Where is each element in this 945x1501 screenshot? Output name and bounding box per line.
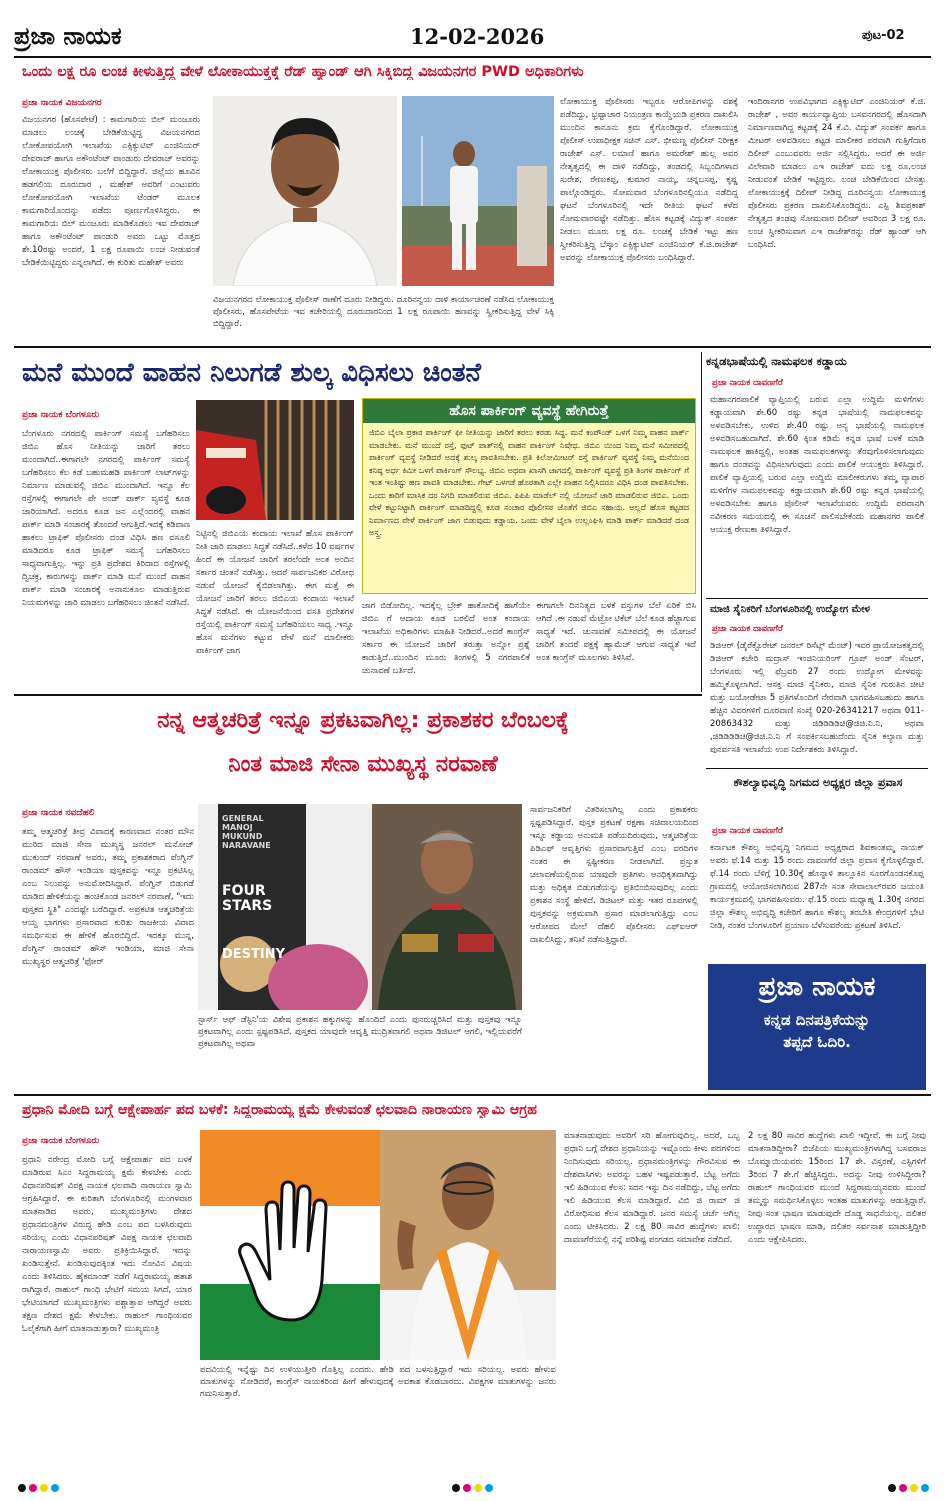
promo-line2: ತಪ್ಪದೆ ಓದಿರಿ. [783,1033,851,1051]
book-big-title2: STARS [222,898,273,914]
story2-photo-car [196,400,354,520]
story3-byline: ಪ್ರಜಾ ನಾಯಕ ನವದೆಹಲಿ [22,808,95,818]
masthead-divider [14,56,931,58]
book-author-line2: MANOJ [222,823,253,832]
story1-photo-officer [213,96,397,286]
story4-headline: ಪ್ರಧಾನಿ ಮೋದಿ ಬಗ್ಗೆ ಆಕ್ಷೇಪಾರ್ಹ ಪದ ಬಳಕೆ: ಸಿದ್ದರಾಮಯ್ಯ ಕ್ಷಮೆ ಕೇಳುವಂತೆ ಛಲವಾದಿ ನಾರಾಯಣ ಸ್ವಾಮಿ ಆಗ್ರಹ [22,1102,538,1118]
story3-photo-book [198,804,372,1010]
side2-byline: ಪ್ರಜಾ ನಾಯಕ ದಾವಣಗೆರೆ [712,624,783,634]
side3-title: ಕೌಶಲ್ಯಾಭಿವೃದ್ಧಿ ನಿಗಮದ ಅಧ್ಯಕ್ಷರ ಜಿಲ್ಲಾ ಪ್ರವಾಸ [733,776,903,789]
story4-col5: 2 ಲಕ್ಷ 80 ಸಾವಿರ ಹುದ್ದೆಗಳು ಖಾಲಿ ಇದ್ದೀವೆ. ಈ ಬಗ್ಗೆ ನೀವು ಮಾತನಾಡಿದ್ದೀರಾ? ಬಿಜೆಪಿಯ ಮುಖ್ಯಮಂತ್ರಿಗಳಾಗಿದ್ದ ಬಸವರಾಜ ಬೊಮ್ಮಾಯಿಯವರು 15ರಿಂದ 17 ಶೇ. ವಿಸ್ತರಣೆ, ಎಸ್ಟಿಗಳಿಗೆ 3ರಿಂದ 7 ಶೇ.ಗೆ ಹೆಚ್ಚಿಸಿದ್ದರು. ಅದನ್ನು ನೀವು ಉಳಿಸಿದ್ದೀರಾ? ರಾಹುಲ್ ಗಾಂಧಿಯವರ ಮುಂದೆ ಸಿದ್ದರಾಮಯ್ಯನವರು ಮುಂದೆ ತಮ್ಮನ್ನು ಸಮರ್ಥಿಸಿಕೊಳ್ಳಲು ಇಂತಹ ಮಾತುಗಳನ್ನು ಆಡುತ್ತಿದ್ದಾರೆ. ನೀವು ಸಂತ ಭಾಷಣ ಮಾಡುವುದೇ ದೊಡ್ಡ ಸಾಧನೆಯಲ್ಲ. ದಲಿತರ ಉದ್ಧಾರದ ಭಾಷಣ ಮಾಡಿ, ದಲಿತರ ಸರ್ವನಾಶ ಮಾಡುತ್ತಿದ್ದೀರಿ ಎಂದು ಆಕ್ಷೇಪಿಸಿದರು. [748,1131,926,1245]
story2-col2: ನಿಟ್ಟಿನಲ್ಲಿ ಜಿಬಿಎಯ ಕಂದಾಯ ಇಲಾಖೆ ಹೊಸ ಪಾರ್ಕಿಂಗ್ ನೀತಿ ಜಾರಿ ಮಾಡಲು ಸಿದ್ಧತೆ ನಡೆಸಿದೆ..ಕಳೆದ 10 ವರ್ಷಗಳ ಹಿಂದೆ ಈ ಯೋಜನೆ ಜಾರಿಗೆ ತರಲೆಂದೇ ಅಂತ ಅಂದಿನ ಸರ್ಕಾರ ಚಿಂತನೆ ನಡೆಸಿತ್ತು. ಅದರೆ ಸಾರ್ವಜನಿಕರ ವಿರೋಧ ನಡುವೆ ಯೋಜನೆ ಕೈಬಿಡಲಾಗಿತ್ತು. ಈಗ ಮತ್ತೆ ಈ ಯೋಜನೆ ಜಾರಿಗೆ ತರಲು ಜಿಬಿಎಯ ಕಂದಾಯ ಇಲಾಖೆ ಸಿದ್ಧತೆ ನಡೆಸಿದೆ. ಈ ಯೋಜನೆಯಿಂದ ವಸತಿ ಪ್ರದೇಶಗಳ ರಸ್ತೆಯಲ್ಲಿ ಪಾರ್ಕಿಂಗ್ ಸಮಸ್ಯೆ ಬಗೆಹರಿಯಲು ಸಾಧ್ಯ .ಇನ್ನೂ ಹೊಸ ಮನೆಗಳು ಕಟ್ಟುವ ವೇಳೆ ಮನೆ ಮಾಲೀಕರು ಪಾರ್ಕಿಂಗ್ ಜಾಗ [196,529,354,656]
page-number: ಪುಟ-02 [862,28,905,43]
promo-box [708,964,926,1090]
side2-title: ಮಾಜಿ ಸೈನಿಕರಿಗೆ ಬೆಂಗಳೂರಿನಲ್ಲಿ ಉದ್ಯೋಗ ಮೇಳ [710,604,870,615]
story4-byline: ಪ್ರಜಾ ನಾಯಕ ಬೆಂಗಳೂರು [22,1136,100,1146]
story4-photo-congress-hand [200,1130,380,1360]
story2-vertical-rule [701,352,702,692]
story2-col3: ಜಾಗ ಬಿಡೋದಿಲ್ಲ. ಇದಕ್ಕೆಲ್ಲ ಬ್ರೇಕ್ ಹಾಕೋದಿಕ್ಕೆ ಹಾಗೆಯೇ ಜಿಬಿಎ ಗೆ ಆದಾಯ ಕೂಡ ಬರಲಿದೆ ಅಂತ ಕಂದಾಯ ಇಲಾಖೆಯ ಅಧಿಕಾರಿಗಳು ಮಾಹಿತಿ ನೀಡಿದರೆ..ಅದರೆ ಕಾಂಗ್ರೆಸ್ ಸರ್ಕಾರ ಈ ಯೋಜನೆ ಜಾರಿಗೆ ತರುತ್ತಾ ಅನ್ನೋ ಪ್ರಶ್ನೆ ಕಾಡುತ್ತಿದೆ..ಮುಂದಿನ ಮೂರು ತಿಂಗಳಲ್ಲಿ 5 ನಗರಪಾಲಿಕೆ ಚುನಾವಣೆ ಬರ್ತಿದೆ. [362,601,530,676]
story1-byline: ಪ್ರಜಾ ನಾಯಕ ವಿಜಯನಗರ [22,98,102,108]
registration-marks-right [888,1484,929,1492]
side3-byline: ಪ್ರಜಾ ನಾಯಕ ದಾವಣಗೆರೆ [712,826,783,836]
promo-title: ಪ್ರಜಾ ನಾಯಕ [758,972,876,1002]
side3-text: ಕರ್ನಾಟಕ ಕೌಶಲ್ಯ ಅಭಿವೃದ್ಧಿ ನಿಗಮದ ಅಧ್ಯಕ್ಷರಾದ ಶಿವಕಾಂತಮ್ಮ ನಾಯಕ್ ಅವರು ಫೆ.14 ಮತ್ತು 15 ರಂದು ದಾವಣಗೆರೆ ಜಿಲ್ಲಾ ಪ್ರವಾಸ ಕೈಗೊಳ್ಳಲಿದ್ದಾರೆ. ಫೆ.14 ರಂದು ಬೆಳಿಗ್ಗೆ 10.30ಕ್ಕೆ ಹೊನ್ನಾಳಿ ತಾಲ್ಲೂಕಿನ ಸೂರಗೊಂಡನಕೊಪ್ಪ ಗ್ರಾಮದಲ್ಲಿ ಆಯೋಜಿಸಲಾಗಿರುವ 287ನೇ ಸಂತ ಸೇವಾಲಾಲ್‌ರವರ ಜಯಂತಿ ಕಾರ್ಯಕ್ರಮದಲ್ಲಿ ಭಾಗವಹಿಸುವರು. ಫೆ.15 ರಂದು ಮಧ್ಯಾಹ್ನ 1.30ಕ್ಕೆ ನಗರದ ಜಿಲ್ಲಾ ಕೌಶಲ್ಯ ಅಭಿವೃದ್ಧಿ ಕಚೇರಿಗೆ ಹಾಗೂ ಕೌಶಲ್ಯ ತರಬೇತಿ ಕೇಂದ್ರಗಳಿಗೆ ಭೇಟಿ ನೀಡಿ, ನಂತರ ಬೆಂಗಳೂರಿಗೆ ಪ್ರಯಾಣ ಬೆಳೆಸುವರೆಂದು ಪ್ರಕಟಣೆ ತಿಳಿಸಿದೆ. [710,843,924,931]
side2-text: ಡಿಜಿಆರ್ (ಡೈರೆಕ್ಟೊರೇಟ್ ಜನರಲ್ ರಿಸೆಟ್ಲ್ ಮೆಂಟ್) ಇವರ ಪ್ರಾಯೋಜಕತ್ವದಲ್ಲಿ ಡಿಜಿಆರ್ ಕಚೇರಿ ಮದ್ರಾಸ್ ಇಂಜಿನಿಯರಿಂಗ್ ಗ್ರೂಪ್ ಅಂಡ್ ಸೆಂಟರ್, ಬೆಂಗಳೂರು ಇಲ್ಲಿ ಫೆಬ್ರವರಿ 27 ರಂದು ಉದ್ಯೋಗ ಮೇಳವನ್ನು ಹಮ್ಮಿಕೊಳ್ಳಲಾಗಿದೆ. ಆಸಕ್ತ ಮಾಜಿ ಸೈನಿಕರು, ಮಾಜಿ ಸೈನಿಕ ಗುರುತಿನ ಚೀಟಿ ಮತ್ತು ಬಯೋಡೇಟಾ 5 ಪ್ರತಿಗಳೊಂದಿಗೆ ನೇರವಾಗಿ ಭಾಗವಹಿಸಬಹುದು ಹಾಗೂ ಹೆಚ್ಚಿನ ವಿವರಗಳಿಗೆ ದೂರವಾಣಿ ಸಂಖ್ಯೆ 020-26341217 ಅಥವಾ 011-20863432 ಮತ್ತು ಜಿಡಿಡಿಡಿಡಿಚಿ@ಜಿಜಿ.ನಿ.ನಿ, ಅಥವಾ ,ಜಿಡಿಡಿಡಿಡಿಚಿ@ಜಿಜಿ.ನಿ.ನಿ ಗೆ ಸಂಪರ್ಕಿಸಬಹುದೆಂದು ಸೈನಿಕ ಕಲ್ಯಾಣ ಮತ್ತು ಪುನರ್ವಸತಿ ಇಲಾಖೆಯ ಉಪ ನಿರ್ದೇಶಕರು ತಿಳಿಸಿದ್ದಾರೆ. [710,641,924,755]
story3-caption: ಸ್ಟಾರ್ಸ್ ಆಫ್ ಡೆಸ್ಟಿನಿ'ಯ ವಿಶೇಷ ಪ್ರಕಾಶನ ಹಕ್ಕುಗಳನ್ನು ಹೊಂದಿದೆ ಎಂದು ಪುನರುಚ್ಚರಿಸಿದೆ ಮತ್ತು ಪುಸ್ತಕವು ಇನ್ನೂ ಪ್ರಕಟವಾಗಿಲ್ಲ ಎಂದು ಸ್ಪಷ್ಟಪಡಿಸಿದೆ. ಪುಸ್ತಕದ ಯಾವುದೇ ಆವೃತ್ತಿ ಮುದ್ರಿತವಾಗಲಿ ಅಥವಾ ಡಿಜಿಟಲ್ ಆಗಲಿ, ಇಲ್ಲಿಯವರೆಗೆ ಪ್ರಕಟವಾಗಿಲ್ಲ ಅಥವಾ [198,1015,522,1049]
book-big-title3: DESTINY [222,947,286,962]
story2-headline: ಮನೆ ಮುಂದೆ ವಾಹನ ನಿಲುಗಡೆ ಶುಲ್ಕ ವಿಧಿಸಲು ಚಿಂತನೆ [22,358,482,388]
story3-col1: ತಮ್ಮ ಆತ್ಮಚರಿತ್ರೆ ತೀವ್ರ ವಿವಾದಕ್ಕೆ ಕಾರಣವಾದ ನಂತರ ಮೌನ ಮುರಿದ ಮಾಜಿ ಸೇನಾ ಮುಖ್ಯಸ್ಥ ಜನರಲ್ ಮನೋಜ್ ಮುಕುಂದ್ ನರವಾಣೆ ಅವರು, ತಮ್ಮ ಪ್ರಕಾಶಕರಾದ ಪೆಂಗ್ವಿನ್ ರಾಂಡಮ್ ಹೌಸ್ ಇಂಡಿಯಾ ಪುಸ್ತಕವನ್ನು ಇನ್ನೂ ಪ್ರಕಟಿಸಿಲ್ಲ ಎಂಬ ನಿಲುವನ್ನು ಅನುಮೋದಿಸಿದ್ದಾರೆ. ಪೆಂಗ್ವಿನ್ ಬಿಡುಗಡೆ ಮಾಡಿದ ಹೇಳಿಕೆಯನ್ನು ಹಂಚಿಕೊಂಡ ಜನರಲ್ ನರವಾಣೆ, "ಇದು ಪುಸ್ತಕದ ಸ್ಥಿತಿ" ಎಂದಷ್ಟೇ ಬರೆದಿದ್ದಾರೆ. ಅಪ್ರಕಟಿತ ಆತ್ಮಚರಿತ್ರೆಯ ಆಯ್ದ ಭಾಗಗಳು ಪ್ರಸಾರವಾದ ಕುರಿತು ರಾಜಕೀಯ ವಿವಾದ ಸಮರ್ಥಿಸುವ ಈ ಹೇಳಿಕೆ ಹೊರಬಿದ್ದಿದೆ. ಇದಕ್ಕೂ ಮುನ್ನ, ಪೆಂಗ್ವಿನ್ ರಾಂಡಮ್ ಹೌಸ್ ಇಂಡಿಯಾ, ಮಾಜಿ ಸೇನಾ ಮುಖ್ಯಸ್ಥರ ಆತ್ಮಚರಿತ್ರೆ 'ಫೋರ್ [22,827,194,967]
story2-col1: ಬೆಂಗಳೂರು ನಗರದಲ್ಲಿ ಪಾರ್ಕಿಂಗ್ ಸಮಸ್ಯೆ ಬಗೆಹರಿಸಲು ಜಿಬಿಎ ಹೊಸ ನೀತಿಯನ್ನು ಜಾರಿಗೆ ತರಲು ಮುಂದಾಗಿದೆ..ಈಗಾಗಲೇ ನಗರದಲ್ಲಿ ಪಾರ್ಕಿಂಗ್ ಸಮಸ್ಯೆ ಬಗೆಹರಿಸಲು ಕೆಲ ಕಡೆ ಬಹುಮಹಡಿ ಪಾರ್ಕಿಂಗ್ ಲಾಟ್‌ಗಳನ್ನು ನಿರ್ಮಾಣ ಮಾಡುವಲ್ಲಿ ಜಿಬಿಎ ಮುಂದಾಗಿದೆ. ಇನ್ನೂ ಕೆಲ ರಸ್ತೆಗಳಲ್ಲಿ ಈಗಾಗಲೇ ಪೇ ಅಂಡ್ ಪಾರ್ಕ್ ವ್ಯವಸ್ಥೆ ಕೂಡ ಜಾರಿಯಾಗಿದೆ. ಅದರೂ ಕೂಡ ಜನ ಎಲ್ಲೆಂದರಲ್ಲಿ ವಾಹನ ಪಾರ್ಕ್ ಮಾಡಿ ಸಂಚಾರಕ್ಕೆ ತೊಂದರೆ ಆಗುತ್ತಿದೆ.ಇದಕ್ಕೆ ಕಡಿವಾಣ ಹಾಕಲು ಟ್ರಾಫಿಕ್ ಪೊಲೀಸರು ದಂಡ ವಿಧಿಸಿ ಹಣ ವಸೂಲಿ ಮಾಡಿದರೂ ಕೂಡ ಟ್ರಾಫಿಕ್ ಸಮಸ್ಯೆ ಬಗೆಹರಿಸಲು ಸಾಧ್ಯವಾಗುತ್ತಿಲ್ಲ. ಇನ್ನು ಪ್ರತಿ ಪ್ರದೇಶದ ಕಿರಿದಾದ ರಸ್ತೆಗಳಲ್ಲಿ ದ್ವಿಚಕ್ರ, ಕಾರುಗಳನ್ನು ಪಾರ್ಕ್ ಮಾಡಿ ಮನೆ ಮುಂದೆ ವಾಹನ ಪಾರ್ಕ್ ಮಾಡಿ ಸಂಚಾರಕ್ಕೆ ಅನಾನುಕೂಲ ಮಾಡುತ್ತಿರುವ ನಿಯಮಗಳನ್ನು ಜಾರಿ ಮಾಡಲು ಬಗೆಹರಿಸಲು ಚಿಂತನೆ ನಡೆಸಿದೆ. [22,429,190,608]
book-author-line4: NARAVANE [222,841,271,850]
story4-photo-narayanaswamy [380,1130,556,1360]
promo-line1: ಕನ್ನಡ ದಿನಪತ್ರಿಕೆಯನ್ನು [763,1011,871,1029]
story1-divider [14,346,931,348]
story1-col4: ಲೋಕಾಯುಕ್ತ ಪೊಲೀಸರು ಇಬ್ಬರೂ ಆರೋಪಿಗಳನ್ನು ವಶಕ್ಕೆ ಪಡೆದಿದ್ದು, ಭ್ರಷ್ಟಾಚಾರ ನಿಯಂತ್ರಣ ಕಾಯ್ದೆಯಡಿ ಪ್ರಕರಣ ದಾಖಲಿಸಿ ಮುಂದಿನ ಕಾನೂನು ಕ್ರಮ ಕೈಗೊಂಡಿದ್ದಾರೆ. ಲೋಕಾಯುಕ್ತ ಪೊಲೀಸ್ ಉಪಾಧೀಕ್ಷಕ ಸಚಿನ್ ಎಸ್. ಭೀಮಣ್ಣ ಪೊಲೀಸ್ ನಿರೀಕ್ಷಕ ರಾಜೇಶ್ ಎಸ್. ಲಮಾಣಿ ಹಾಗೂ ಅಮರೇಶ್ ಹುಲ್ಲ ಅವರ ನೇತೃತ್ವದಲ್ಲಿ ಈ ದಾಳಿ ನಡೆದಿದ್ದು, ತಂಡದಲ್ಲಿ ಸಿಬ್ಬಂದಿಗಳಾದ ಸುರೇಶ, ರೇಣುಕಪ್ಪ, ಕುಮಾರ ನಾಯ್ಕ, ಚನ್ನಬಸಪ್ಪ, ಕೃಷ್ಣ ಪಾಲ್ಗೊಂಡಿದ್ದರು. ಸೋಮವಾರ ಬೆಂಗಳೂರಿನಲ್ಲಿಯೂ ನಡೆದಿದ್ದ ಘಟನೆ ಬೆಂಗಳೂರಿನಲ್ಲಿ ಇದೇ ರೀತಿಯ ಘಟನೆ ಕಳೆದ ಸೋಮವಾರವಷ್ಟೇ ನಡೆದಿತ್ತು. ಹೊಸ ಕಟ್ಟಡಕ್ಕೆ ವಿದ್ಯುತ್ ಸಂಪರ್ಕ ನೀಡಲು ಮೂರು ಲಕ್ಷ ರೂ. ಲಂಚಕ್ಕೆ ಬೇಡಿಕೆ ಇಟ್ಟು ಹಣ ಸ್ವೀಕರಿಸುತ್ತಿದ್ದ ಬೆಸ್ಕಾಂ ಎಕ್ಸಿಕ್ಯುಟಿವ್ ಎಂಜಿನಿಯರ್ ಕೆ.ಜಿ.ರಾಜೇಶ್ ಅವರನ್ನು ಲೋಕಾಯುಕ್ತ ಪೊಲೀಸರು ಬಂಧಿಸಿದ್ದಾರೆ. [560,97,738,263]
book-cover-text [222,814,302,962]
story3-headline-line1: ನನ್ನ ಆತ್ಮಚರಿತ್ರೆ ಇನ್ನೂ ಪ್ರಕಟವಾಗಿಲ್ಲ: ಪ್ರಕಾಶಕರ ಬೆಂಬಲಕ್ಕೆ [157,708,569,733]
book-author-line1: GENERAL [222,814,264,823]
story4-caption: ಪದವಿಯಲ್ಲಿ ಇನ್ನೆಷ್ಟು ದಿನ ಉಳಿಯುತ್ತೀರಿ ಗೊತ್ತಿಲ್ಲ ಎಂದರು. ಹೇಡಿ ಪದ ಬಳಸುತ್ತಿದ್ದಾರೆ ಇದು ಸರಿಯಲ್ಲ. ಅವರು ಹೇಳುವ ಮಾತುಗಳನ್ನು ನೋಡಿದರೆ, ಕಾಂಗ್ರೆಸ್ ನಾಯಕರಿಂದ ಹೀಗೆ ಹೇಳುವುದಕ್ಕೆ ಅವಕಾಶ ಕೊಡಬಾರದು. ವಿಪಕ್ಷಗಳ ಮಾತುಗಳನ್ನು ಜನರು ಗಮನಿಸುತ್ತಾರೆ. [200,1365,556,1399]
story3-divider [14,1094,931,1096]
side1-title: ಕನ್ನಡಭಾಷೆಯಲ್ಲಿ ನಾಮಫಲಕ ಕಡ್ಡಾಯ [706,354,847,368]
story3-col4: ಸಾರ್ವಜನಿಕರಿಗೆ ವಿತರಿಸಲಾಗಿಲ್ಲ ಎಂದು ಪ್ರಕಾಶಕರು ಸ್ಪಷ್ಟಪಡಿಸಿದ್ದಾರೆ. ಪುಸ್ತಕ ಪ್ರಕಟಣೆ ರಕ್ಷಣಾ ಸಚಿವಾಲಯದಿಂದ ಇನ್ನೂ ಕಡ್ಡಾಯ ಅನುಮತಿ ಪಡೆಯದಿರುವುದು, ಆತ್ಮಚರಿತ್ರೆಯ ಪಿಡಿಎಫ್ ಆವೃತ್ತಿಗಳು ಪ್ರಸಾರವಾಗುತ್ತಿವೆ ಎಂಬ ವರದಿಗಳ ನಂತರ ಈ ಸ್ಪಷ್ಟೀಕರಣ ನೀಡಲಾಗಿದೆ. ಪ್ರಸ್ತುತ ಚಲಾವಣೆಯಲ್ಲಿರುವ ಯಾವುದೇ ಪ್ರತಿಗಳು ಆನಧಿಕೃತವಾಗಿದ್ದು ಮತ್ತು ಅಧಿಕೃತ ಬಿಡುಗಡೆಯನ್ನು ಪ್ರತಿಬಿಂಬಿಸುವುದಿಲ್ಲ ಎಂದು ಪ್ರಕಾಶನ ಸಂಸ್ಥೆ ಹೇಳಿದೆ. ಡಿಜಿಟಲ್ ಮತ್ತು ಇತರ ರೂಪಗಳಲ್ಲಿ ಪುಸ್ತಕವನ್ನು ಅಕ್ರಮವಾಗಿ ಪ್ರಸಾರ ಮಾಡಲಾಗುತ್ತಿದ್ದು ಎಂಬ ಆರೋಪದ ಮೇಲೆ ದೆಹಲಿ ಪೊಲೀಸರು ಎಫ್‌ಐಆರ್ ದಾಖಲಿಸಿದ್ದು, ತನಿಖೆ ನಡೆಸುತ್ತಿದ್ದಾರೆ. [530,805,698,945]
story1-headline: ಒಂದು ಲಕ್ಷ ರೂ ಲಂಚ ಕೀಳುತ್ತಿದ್ದ ವೇಳೆ ಲೋಕಾಯುಕ್ತಕ್ಕೆ ರೆಡ್ ಹ್ಯಾಂಡ್ ಆಗಿ ಸಿಕ್ಕಿಬಿದ್ದ ವಿಜಯನಗರ PWD ಅಧಿಕಾರಿಗಳು [22,64,584,80]
story2-col4: ಈಗಾಗಲೇ ದಿನನಿತ್ಯದ ಬಳಕೆ ವಸ್ತುಗಳ ಬೆಲೆ ಏರಿಕೆ ಬಿಸಿ ಆಗಿದೆ .ಈ ನಡುವೆ ಮೆಟ್ರೋ ಟಿಕೆಟ್ ಬೆಲೆ ಕೂಡ ಹೆಚ್ಚಾಗುವ ಸಾಧ್ಯತೆ ಇದೆ. ಚುನಾವಣೆ ಸಮೀಪದಲ್ಲಿ ಈ ಯೋಜನೆ ಜಾರಿಗೆ ತಂದರೆ ಪಕ್ಷಕ್ಕೆ ಹ್ಯಾಮೆಜ್ ಆಗುವ ಸಾಧ್ಯತೆ ಇದೆ ಅಂತ ಕಾಂಗ್ರೆಸ್ ಮೂಲಗಳು ತಿಳಿಸಿವೆ. [536,601,696,663]
masthead-date: 12-02-2026 [410,24,545,49]
parking-box-text: ಜಿಬಿಎ ಬೈಲಾ ಪ್ರಕಾರ ಪಾರ್ಕಿಂಗ್ ಫೀ ನೀತಿಯನ್ನು ಜಾರಿಗೆ ತರಲು ಕರಡು ಸಿದ್ಧ. ಮನೆ ಕಂಪೌಂಡ್ ಒಳಗೆ ನಿಮ್ಮ ವಾಹನ ಪಾರ್ಕ್ ಮಾಡಬೇಕು. ಮನೆ ಮುಂದೆ ರಸ್ತೆ, ಫುಟ್ ಪಾತ್‌ನಲ್ಲಿ ವಾಹನ ಪಾರ್ಕಿಂಗ್ ನಿಷೇಧ. ಜಿಬಿಎ ಯಿಂದ ನಿಮ್ಮ ಮನೆ ಸಮೀಪದಲ್ಲಿ ಪಾರ್ಕಿಂಗ್ ವ್ಯವಸ್ಥೆ ನೀಡಿದರೆ ಅದಕ್ಕೆ ಶುಲ್ಕ ಪಾವತಿಸಬೇಕು. ಪ್ರತಿ ಕಿಲೋಮೀಟರ್ ರಸ್ತೆ ಪಾರ್ಕಿಂಗ್ ವ್ಯವಸ್ಥೆ ನಿಮ್ಮ ಮನೆಯಿಂದ ಕನಿಷ್ಠ ಅರ್ಧ ಕಿಮೀ ಒಳಗೆ ಪಾರ್ಕಿಂಗ್ ಸೌಲಭ್ಯ. ಜಿಬಿಎ ಅಥವಾ ಖಾಸಗಿ ಜಾಗದಲ್ಲಿ ಪಾರ್ಕಿಂಗ್ ವ್ಯವಸ್ಥೆ ಪ್ರತಿ ತಿಂಗಳ ಪಾರ್ಕಿಂಗ್ ಗೆ ಇಂತ ಇಂತಿಷ್ಟು ಹಣ ಪಾವತಿ ಮಾಡಬೇಕು. ಗೇಟ್ ಒಳಗಡೆ ಹೊರತಾಗಿ ಎಲ್ಲೇ ವಾಹನ ನಿಲ್ಲಿಸಿದರೂ ವಿಧಿಸಿ ದಂಡ ಪಾವತಿಸಬೇಕು. ಒಂದು ಕಾರಿಗೆ ಮಾಸಿಕ ದರ ನಿಗದಿ ಮಾಡಲಿರುವ ಜಿಬಿಎ. ಪಿಪಿಪಿ ಮಾಡೆಲ್ ನಲ್ಲಿ ಯೋಜನೆ ಜಾರಿ ಮಾಡಲಿರುವ ಜಿಬಿಎ. ಒಂದು ವೇಳೆ ಕಟ್ಟುನಿಟ್ಟಾಗಿ ಪಾರ್ಕಿಂಗ್ ಮಾಡದಿದ್ದಲ್ಲಿ ಕೂಡ ಸಂಚಾರ ಪೊಲೀಸರ ಜೊತೆಗೆ ಜಿಬಿಎ ಸಹಾಯ. ಅಲ್ಲದೆ ಹೊಸ ಕಟ್ಟಡದ ನಿರ್ಮಾಣದ ವೇಳೆ ಪಾರ್ಕಿಂಗ್ ಜಾಗ ಬಿಡುವುದು ಕಡ್ಡಾಯ. ಒಂದು ವೇಳೆ ಬೈಲಾ ಉಲ್ಲಂಘಿಸಿ ಮಾಡಿ ಪಾರ್ಕ್ ಮಾಡಿದರೆ ದಂಡ ಅಸ್ತ್ರ. [369,428,689,537]
story1-photo-statue [402,96,554,286]
story1-col5: ಇಂದಿರಾನಗರ ಉಪವಿಭಾಗದ ಎಕ್ಸಿಕ್ಯುಟಿವ್ ಎಂಜಿನಿಯರ್ ಕೆ.ಜಿ. ರಾಜೇಶ್ , ಅವರ ಕಾರ್ಯವ್ಯಾಪ್ತಿಯ ಬಸವನಗರದಲ್ಲಿ ಹೊಸದಾಗಿ ನಿರ್ಮಾಣವಾಗಿದ್ದ ಕಟ್ಟಡಕ್ಕೆ 24 ಕೆ.ವಿ. ವಿದ್ಯುತ್ ಸಂಪರ್ಕ ಹಾಗೂ ಮೀಟರ್ ಅಳವಡಿಸಲು ಕಟ್ಟಡ ಮಾಲೀಕರ ಪರವಾಗಿ ಗುತ್ತಿಗೆದಾರ ದಿಲೀಪ್ ಎಂಬುವವರು ಅರ್ಜಿ ಸಲ್ಲಿಸಿದ್ದರು. ಅದರೆ ಈ ಅರ್ಜಿ ವಿಲೇವಾರಿ ಮಾಡಲು ಎಇ ರಾಜೇಶ್ ಐದು ಲಕ್ಷ ರೂ.ಲಂಚ ನೀಡುವಂತೆ ಬೇಡಿಕೆ ಇಟ್ಟಿದ್ದರು. ಲಂಚ ಬೇಡಿಕೆಯಿಂದ ಬೇಸತ್ತು ಲೋಕಾಯುಕ್ತಕ್ಕೆ ದಿಲೀಪ್ ನೀಡಿದ್ದ ದೂರಿನನ್ವಯ ಲೋಕಾಯುಕ್ತ ಪೊಲೀಸರು ಪ್ರಕರಣ ದಾಖಲಿಸಿಕೊಂಡಿದ್ದರು. ಎಸ್ಪಿ ಶಿವಪ್ರಕಾಶ್ ನೇತೃತ್ವದ ತಂಡವು ಸೋಮವಾರ ದಿಲೀಪ್ ಅವರಿಂದ 3 ಲಕ್ಷ ರೂ. ಲಂಚ ಸ್ವೀಕರಿಸುವಾಗ ಎಇ ರಾಜೇಶ್‌ರನ್ನು ರೆಡ್ ಹ್ಯಾಂಡ್ ಆಗಿ ಬಂಧಿಸಿದೆ. [748,97,926,250]
story4-col4: ಮಾತನಾಡುವುದು ಅವರಿಗೆ ಸರಿ ಹೋಗುವುದಿಲ್ಲ. ಅದರೆ, ಒಬ್ಬ ಪ್ರಧಾನಿ ಬಗ್ಗೆ ದೇಶದ ಪ್ರಧಾನಿಯನ್ನು ಇಷ್ಟೊಂದು ಕೀಳು ಪದಗಳಿಂದ ನಿಂದಿಸುವುದು ಸರಿಯಲ್ಲ. ಪ್ರಧಾನಮಂತ್ರಿಗಳನ್ನು ಗೌರವಿಸುವ ಈ ದೇಶವಾಸಿಗಳು ಅವರನ್ನು ಬಹಳ ಇಷ್ಟಪಡುತ್ತಾರೆ. ಬೆಟ್ಟ ಅಗೆದು ಇಲಿ ಹಿಡಿಯುವ ಕೆಲಸ: ಸದನ ಇನ್ನು ದಿನ ನಡೆದಿದ್ದು, ಬೆಟ್ಟ ಅಗೆದು ಇಲಿ ಹಿಡಿಯುವ ಕೆಲಸ ಮಾಡಿದ್ದಾರೆ. ವಿಬಿ ಜಿ ರಾಮ್ ಜಿ ವಿರೋಧಿಸುವ ಕೆಲಸ ಮಾಡಿದ್ದಾರೆ. ಜನರ ಸಮಸ್ಯೆ ಚರ್ಚೆ ಆಗಿಲ್ಲ ಎಂದು ಟೀಕಿಸಿದರು. 2 ಲಕ್ಷ 80 ಸಾವಿರ ಹುದ್ದೆಗಳು ಖಾಲಿ: ದಾವಣಗೆರೆಯಲ್ಲಿ ನನ್ನೆ ಪರಿಶಿಷ್ಟ ಪಂಗಡದ ಸಮಾವೇಶ ನಡೆದಿದೆ. [564,1131,740,1245]
story1-col1: ವಿಜಯನಗರ (ಹೊಸಪೇಟೆ) : ಕಾಮಗಾರಿಯ ಬಿಲ್ ಮಂಜೂರು ಮಾಡಲು ಲಂಚಕ್ಕೆ ಬೇಡಿಕೆಯಿಟ್ಟಿದ್ದ ವಿಜಯನಗರದ ಲೋಕೋಪಯೋಗಿ ಇಲಾಖೆಯ ಎಕ್ಸಿಕ್ಯುಟಿವ್ ಎಂಜಿನಿಯರ್ ದೇವರಾಜ್ ಹಾಗೂ ಅಕೌಂಟೆಂಟ್ ಪಾಂಡುರು ದೇವರಾಜ್ ಅವರನ್ನು ಲೋಕಾಯುಕ್ತ ಪೊಲೀಸರು ಬಲೆಗೆ ಬಿದ್ದಿದ್ದಾರೆ. ಜಿಲ್ಲೆಯ ಹೂವಿನ ಹಡಗಲಿಯ ದೂರುದಾರ , ಮಹೇಶ್ ಅವರಿಗೆ ಎಂಟುವರು ಲೋಕೋಪಯೋಗಿ ಇಲಾಖೆಯ ಟೆಂಡರ್ ಮೂಲಕ ಕಾಮಗಾರಿಯೊಂದನ್ನು ಪಡೆದು ಪೂರ್ಣಗೊಳಿಸಿದ್ದರು. ಈ ಕಾಮಗಾರಿಯ ಬಿಲ್ ಮಂಜೂರು ಮಾಡಿಕೊಡಲು ಇವ ದೇವರಾಜ್ ಹಾಗೂ ಅಕೌಂಟೆಂಟ್ ಪಾಂಡುರಿ ಅವರು ಒಟ್ಟು ಮೊತ್ತದ ಶೇ.10ರಷ್ಟು ಅಂದರೆ, 1 ಲಕ್ಷ ರೂಪಾಯಿ ಲಂಚ ನೀಡುವಂತೆ ಬೇಡಿಕೆಯಿಟ್ಟಿದ್ದರು ಎನ್ನಲಾಗಿದೆ. ಈ ಕುರಿತು ಮಹೇಶ್ ಅವರು [22,115,200,268]
side1-text: ಮಹಾನಗರಪಾಲಿಕೆ ವ್ಯಾಪ್ತಿಯಲ್ಲಿ ಬರುವ ಎಲ್ಲಾ ಉದ್ದಿಮೆ ಮಳಿಗೆಗಳು ಕಡ್ಡಾಯವಾಗಿ ಶೇ.60 ರಷ್ಟು ಕನ್ನಡ ಭಾಷೆಯಲ್ಲಿ ನಾಮಫಲಕವನ್ನು ಅಳವಡಿಸಬೇಕು, ಉಳಿದ ಶೇ.40 ರಷ್ಟು ಅನ್ಯ ಭಾಷೆಯಲ್ಲಿ ನಾಮಫಲಕ ಅಳವಡಿಸಬಹುದಾಗಿದೆ. ಶೇ.60 ಕ್ಕಿಂತ ಕಡಿಮೆ ಕನ್ನಡ ಭಾಷೆ ಬಳಕೆ ಮಾಡಿ ನಾಮಫಲಕ ಹಾಕಿದ್ದಲ್ಲಿ, ಅಂತಹ ನಾಮಫಲಕಗಳನ್ನು ತೆರವುಗೊಳಿಸಲಾಗುವುದು ಹಾಗೂ ದಂಡವನ್ನು ವಿಧಿಸಲಾಗುವುದು ಎಂದು ಪಾಲಿಕೆ ಆಯುಕ್ತರು ತಿಳಿಸಿದ್ದಾರೆ. ಪಾಲಿಕೆ ವ್ಯಾಪ್ತಿಯಲ್ಲಿ ಬರುವ ಎಲ್ಲಾ ಉದ್ದಿಮೆ ಮಾಲೀಕರುಗಳು ತಮ್ಮ ವ್ಯಾಪಾರ ಮಳಿಗೆಗಳ ನಾಮಫಲಕವನ್ನು ಕಡ್ಡಾಯವಾಗಿ ಶೇ.60 ರಷ್ಟು ಕನ್ನಡ ಭಾಷೆಯಲ್ಲಿ ಅಳವಡಿಸಬೇಕು ಹಾಗೂ ಪೊಲೀಸ್ ಇಲಾಖೆಯವರು ಉದ್ದಿಮೆ ಪರವಾನಗಿ ನವೀಕರಣ ಸಮಯದಲ್ಲಿ ಈ ಸೂಚನೆ ಪಾಲಿಸಬೇಕೆಂದು ಮಹಾನಗರ ಪಾಲಿಕೆ ಆಯುಕ್ತ ರೇಣುಕಾ ತಿಳಿಸಿದ್ದಾರೆ. [710,395,924,535]
story2-byline: ಪ್ರಜಾ ನಾಯಕ ಬೆಂಗಳೂರು [22,410,100,420]
registration-marks-center [452,1484,493,1492]
book-big-title1: FOUR [222,883,266,899]
story3-photo-general [372,804,522,1010]
parking-box [362,398,696,594]
masthead-title: ಪ್ರಜಾ ನಾಯಕ [14,22,122,50]
registration-marks-left [18,1484,59,1492]
story1-caption: ವಿಜಯನಗರದ ಲೋಕಾಯುಕ್ತ ಪೊಲೀಸ್ ಠಾಣೆಗೆ ದೂರು ನೀಡಿದ್ದರು. ದೂರಿನನ್ವಯ ದಾಳಿ ಕಾರ್ಯಾಚರಣೆ ನಡೆಸಿದ ಲೋಕಾಯುಕ್ತ ಪೊಲೀಸರು, ಹೊಸಪೇಟೆಯ ಇವ ಕಚೇರಿಯಲ್ಲಿ ದೂರುದಾರನಿಂದ 1 ಲಕ್ಷ ರೂಪಾಯಿ ಹಣವನ್ನು ಸ್ವೀಕರಿಸುತ್ತಿದ್ದ ವೇಳೆ ಸಿಕ್ಕಿ ಬಿದ್ದಿದ್ದಾರೆ. [213,295,554,329]
parking-box-title: ಹೊಸ ಪಾರ್ಕಿಂಗ್ ವ್ಯವಸ್ಥೆ ಹೇಗಿರುತ್ತೆ [363,399,695,423]
story2-divider [14,694,702,696]
side1-divider [706,598,928,599]
book-author-line3: MUKUND [222,832,263,841]
story3-headline-line2: ನಿಂತ ಮಾಜಿ ಸೇನಾ ಮುಖ್ಯಸ್ಥ ನರವಾಣೆ [228,752,498,777]
side2-divider [706,768,928,769]
side1-byline: ಪ್ರಜಾ ನಾಯಕ ದಾವಣಗೆರೆ [712,378,783,388]
story4-col1: ಪ್ರಧಾನಿ ನರೇಂದ್ರ ಮೋದಿ ಬಗ್ಗೆ ಆಕ್ಷೇಪಾರ್ಹ ಪದ ಬಳಕೆ ಮಾಡಿರುವ ಸಿಎಂ ಸಿದ್ದರಾಮಯ್ಯ ಕ್ಷಮೆ ಕೇಳಬೇಕು ಎಂದು ವಿಧಾನಪರಿಷತ್ ವಿಪಕ್ಷ ನಾಯಕ ಛಲವಾದಿ ನಾರಾಯಣ ಸ್ವಾಮಿ ಆಗ್ರಹಿಸಿದ್ದಾರೆ. ಈ ಕುರಿತಾಗಿ ಬೆಂಗಳೂರಿನಲ್ಲಿ ಮಂಗಳವಾರ ಮಾತನಾಡಿದ ಅವರು, ಮುಖ್ಯಮಂತ್ರಿಗಳು ದೇಶದ ಪ್ರಧಾನಮಂತ್ರಿಗಳ ವಿರುದ್ಧ ಹೇಡಿ ಎಂಬ ಪದ ಬಳಸಿರುವುದು ಸರಿಯಲ್ಲ ಎಂದು ವಿಧಾನಪರಿಷತ್ ವಿಪಕ್ಷ ನಾಯಕ ಛಲವಾದಿ ನಾರಾಯಣಸ್ವಾಮಿ ಅವರು ಪ್ರತಿಕ್ರಿಯಿಸಿದ್ದಾರೆ. ಇದನ್ನು ಖಂಡಿಸುತ್ತೇನೆ. ಖಂಡಿಸುವುದಕ್ಕಿಂತ ಇದು ನೋವಿನ ವಿಷಯ ಎಂದು ತಿಳಿಸಿದರು. ಹೈಕಮಾಂಡ್ ನಡೆಗೆ ಸಿದ್ದರಾಮಯ್ಯ ಹತಾಶ ರಾಗಿದ್ದಾರೆ. ರಾಹುಲ್ ಗಾಂಧಿ ಭೇಟಿಗೆ ಸಮಯ ಸಿಗದೆ, ಯಾರ ಭೇಟಿಯಾಗದೆ ಮುಖ್ಯಮಂತ್ರಿಗಳು ಪಶ್ಚಾತ್ತಾಪ ಆಗಿದ್ದರೆ ಅವರು ತಕ್ಷಣ ದೇಶದ ಕ್ಷಮೆ ಕೇಳಬೇಕು. ರಾಹುಲ್ ಗಾಂಧಿಯವರ ಓಲೈಕೆಗಾಗಿ ಹೀಗೆ ಮಾತನಾಡುತ್ತಾರಾ? ಮುಖ್ಯಮಂತ್ರಿ [22,1155,192,1334]
